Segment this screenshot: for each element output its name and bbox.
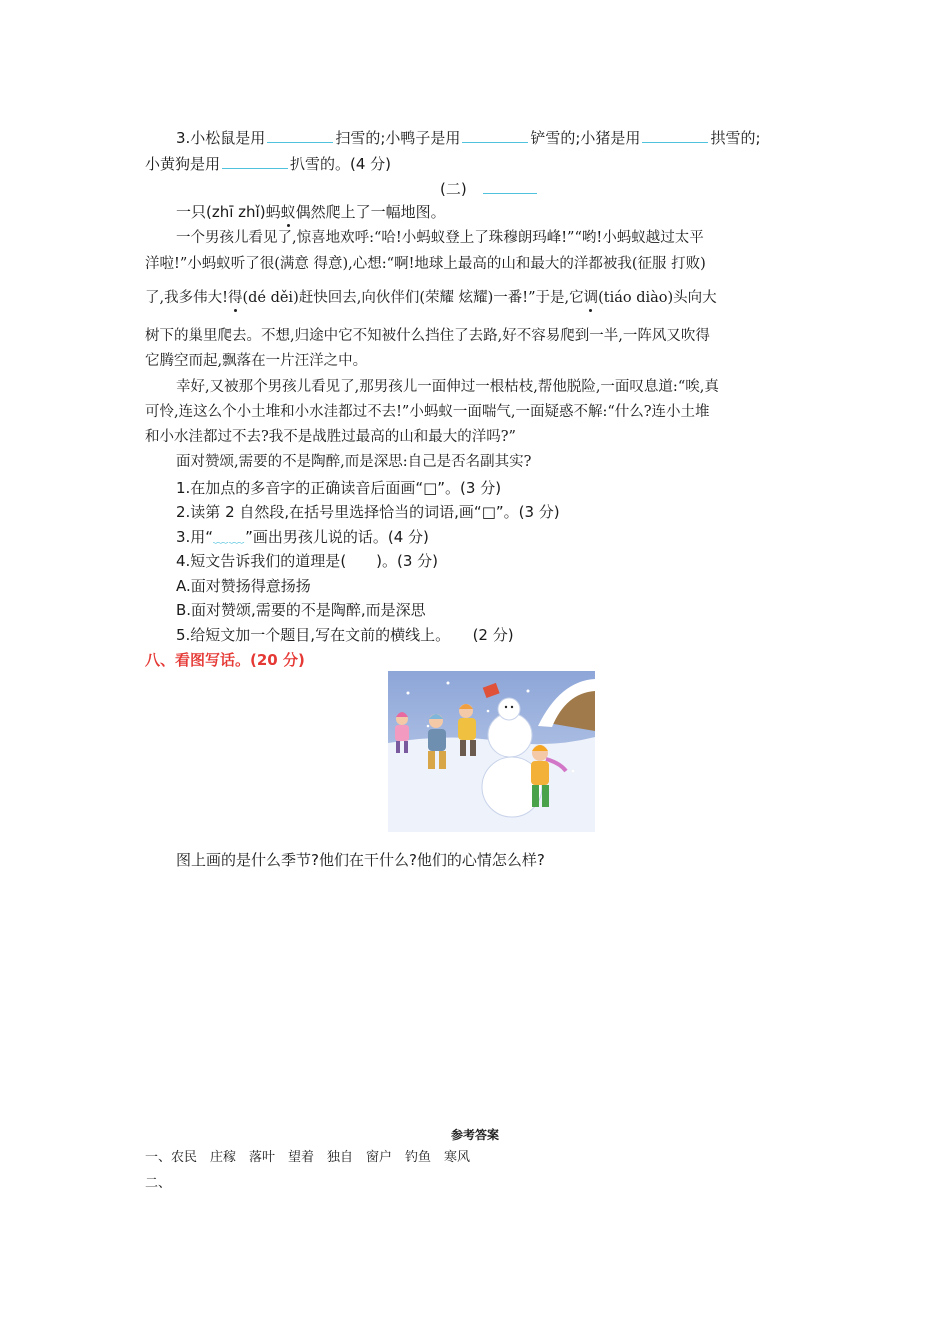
q3-text-2: 扫雪的;小鸭子是用: [335, 129, 461, 147]
answer-blank[interactable]: [267, 128, 333, 143]
q3-text-1: 3.小松鼠是用: [176, 129, 266, 147]
passage-text: 了,我多伟大!: [145, 290, 228, 306]
question-5: 5.给短文加一个题目,写在文前的横线上。 (2 分): [176, 626, 514, 644]
passage-line: 幸好,又被那个男孩儿看见了,那男孩儿一面伸过一根枯枝,帮他脱险,一面叹息道:“唉,真: [176, 379, 719, 395]
q3-text-4: 拱雪的;: [710, 129, 761, 147]
q3-line2: [145, 154, 805, 174]
dotted-char: 得: [227, 290, 243, 306]
passage-line: 洋啦!”小蚂蚁听了很(满意 得意),心想:“啊!地球上最高的山和最大的洋都被我(征服 打败): [145, 256, 706, 272]
question-3: [176, 527, 836, 547]
child-orange: [531, 761, 549, 785]
dotted-char: 调: [583, 290, 599, 306]
section2-label: (二): [440, 180, 467, 198]
option-a: A.面对赞扬得意扬扬: [176, 577, 311, 595]
passage-moral: 面对赞颂,需要的不是陶醉,而是深思:自己是否名副其实?: [176, 454, 532, 470]
section2-heading: [440, 179, 560, 199]
passage-para1: [176, 202, 836, 222]
answers-line-1: 一、农民 庄稼 落叶 望着 独自 窗户 钓鱼 寒风: [145, 1150, 471, 1165]
passage-line: 一个男孩儿看见了,惊喜地欢呼:“哈!小蚂蚁登上了珠穆朗玛峰!”“哟!小蚂蚁越过太平: [176, 230, 704, 246]
answer-blank[interactable]: [462, 128, 528, 143]
passage-text: (tiáo diào)头向大: [598, 290, 717, 306]
child-pink: [395, 725, 409, 741]
child-yellow: [458, 718, 476, 740]
passage-text: 一只(zhī zhǐ)蚂: [176, 203, 281, 221]
passage-text: 偶然爬上了一幅地图。: [295, 203, 446, 221]
question-1: 1.在加点的多音字的正确读音后面画“□”。(3 分): [176, 479, 502, 497]
answers-title: 参考答案: [450, 1128, 499, 1142]
answer-blank[interactable]: [642, 128, 708, 143]
question-2: 2.读第 2 自然段,在括号里选择恰当的词语,画“□”。(3 分): [176, 503, 560, 521]
child-blue: [428, 729, 446, 751]
passage-text: (dé děi)赶快回去,向伙伴们(荣耀 炫耀)一番!”于是,它: [242, 290, 584, 306]
passage-line-polyphones: [145, 288, 805, 308]
q3-text-3: 铲雪的;小猪是用: [530, 129, 641, 147]
answer-blank[interactable]: [222, 154, 288, 169]
snowman-illustration: [388, 671, 595, 832]
picture-writing-prompt: 图上画的是什么季节?他们在干什么?他们的心情怎么样?: [176, 851, 545, 869]
answers-line-2: 二、: [145, 1176, 172, 1191]
option-b: B.面对赞颂,需要的不是陶醉,而是深思: [176, 601, 426, 619]
passage-line: 可怜,连这么个小土堆和小水洼都过不去!”小蚂蚁一面喘气,一面疑惑不解:“什么?连小土堆: [145, 404, 710, 420]
q3-text-6: 扒雪的。(4 分): [290, 155, 392, 173]
snowman-head: [498, 698, 520, 720]
wavy-underline-mark: ﹏﹏: [213, 528, 246, 546]
question-text: ”画出男孩儿说的话。(4 分): [245, 528, 429, 546]
passage-line: 它腾空而起,飘落在一片汪洋之中。: [145, 353, 368, 369]
title-blank[interactable]: [483, 179, 537, 194]
dotted-char: 蚁: [280, 203, 296, 221]
question-text: 3.用“: [176, 528, 214, 546]
section8-title: 八、看图写话。(20 分): [145, 651, 305, 669]
q3-line1: [176, 128, 836, 148]
question-4: 4.短文告诉我们的道理是( )。(3 分): [176, 552, 439, 570]
passage-line: 和小水洼都过不去?我不是战胜过最高的山和最大的洋吗?”: [145, 429, 516, 445]
q3-text-5: 小黄狗是用: [145, 155, 221, 173]
passage-line: 树下的巢里爬去。不想,归途中它不知被什么挡住了去路,好不容易爬到一半,一阵风又吹得: [145, 328, 710, 344]
